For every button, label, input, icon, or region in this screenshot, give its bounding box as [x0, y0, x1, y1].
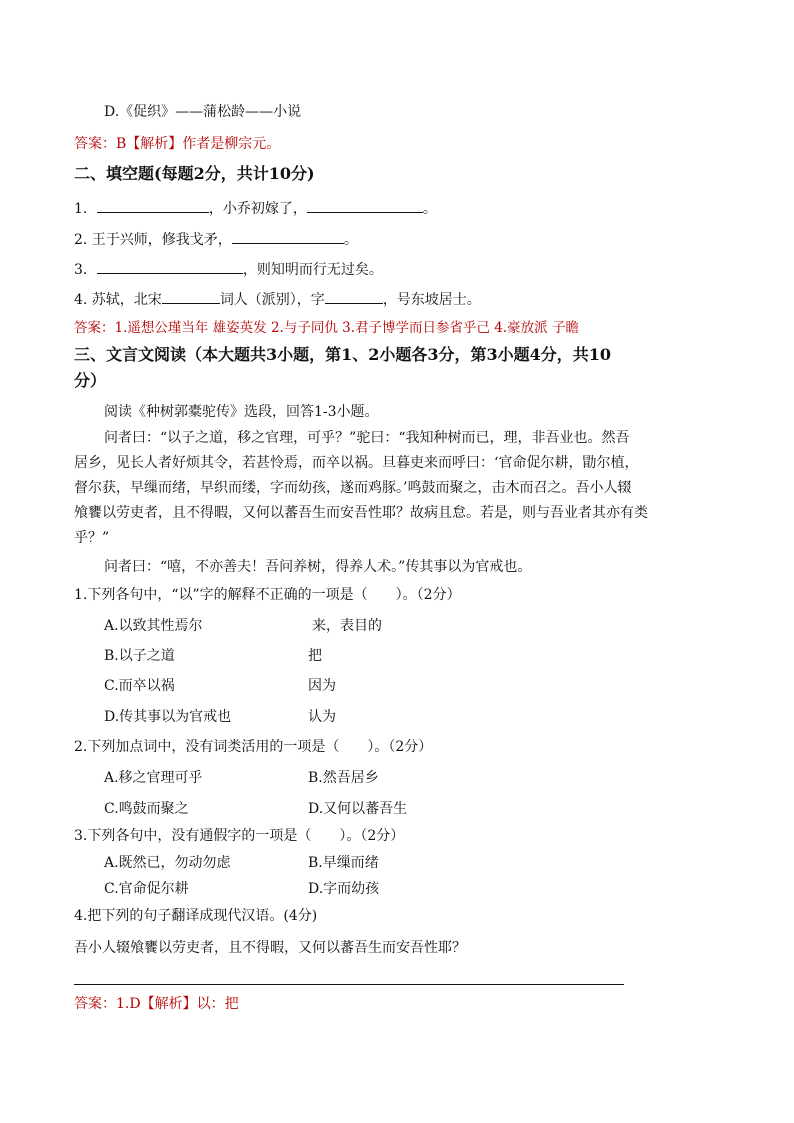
section-3-title-line2: 分） — [74, 371, 107, 390]
answer-fill: 答案：1.遥想公瑾当年 雄姿英发 2.与子同仇 3.君子博学而日参省乎己 4.豪放派 子瞻 — [74, 320, 579, 336]
q1-option-d[interactable]: D.传其事以为官戒也 — [104, 709, 232, 725]
passage-line: 居乡，见长人者好烦其令，若甚怜焉，而卒以祸。旦暮吏来而呼曰：‘官命促尔耕，勖尔植， — [74, 455, 639, 471]
answer-line[interactable] — [74, 984, 624, 985]
q3-option-a[interactable]: A.既然已，勿动勿虑 — [104, 855, 231, 871]
q1-option-c[interactable]: C.而卒以祸 — [104, 678, 175, 694]
answer-blank[interactable] — [232, 228, 344, 244]
q1-option-b[interactable]: B.以子之道 — [104, 648, 175, 664]
passage-line: 乎？” — [74, 530, 110, 546]
q2-option-a[interactable]: A.移之官理可乎 — [104, 770, 203, 786]
q1-option-c-meaning: 因为 — [308, 678, 336, 694]
fill-question-1: 1． ，小乔初嫁了， 。 — [74, 197, 437, 219]
fill-question-3: 3． ，则知明而行无过矣。 — [74, 258, 383, 280]
answer-blank[interactable] — [307, 197, 423, 213]
q3-option-b[interactable]: B.早缫而绪 — [308, 855, 379, 871]
answer-blank[interactable] — [325, 288, 383, 304]
section-3-title-line1: 三、文言文阅读（本大题共3小题，第1、2小题各3分，第3小题4分，共10 — [74, 345, 612, 364]
answer-blank[interactable] — [97, 197, 209, 213]
reading-intro: 阅读《种树郭橐驼传》选段，回答1-3小题。 — [104, 404, 379, 420]
passage-line: 问者曰：“嘻，不亦善夫！吾问养树，得养人术。”传其事以为官戒也。 — [104, 559, 532, 575]
fill-question-2: 2. 王于兴师，修我戈矛， 。 — [74, 228, 358, 250]
q1-option-b-meaning: 把 — [308, 648, 322, 664]
answer-blank[interactable] — [162, 288, 220, 304]
passage-line: 督尔获，早缫而绪，早织而缕，字而幼孩，遂而鸡豚。’鸣鼓而聚之，击木而召之。吾小人辍 — [74, 480, 632, 496]
passage-line: 飧饔以劳吏者，且不得暇，又何以蕃吾生而安吾性耶？故病且怠。若是，则与吾业者其亦有类 — [74, 505, 648, 521]
question-4-stem: 4.把下列的句子翻译成现代汉语。(4分) — [74, 908, 318, 924]
q1-option-d-meaning: 认为 — [308, 709, 336, 725]
q2-option-d[interactable]: D.又何以蕃吾生 — [308, 801, 408, 817]
answer-mc: 答案：B【解析】作者是柳宗元。 — [74, 136, 281, 152]
q2-option-c[interactable]: C.鸣鼓而聚之 — [104, 801, 189, 817]
question-3-stem: 3.下列各句中，没有通假字的一项是（ ）。（2分） — [74, 828, 405, 844]
q1-option-a-meaning: 来，表目的 — [312, 618, 382, 634]
q1-option-a[interactable]: A.以致其性焉尔 — [104, 618, 203, 634]
q2-option-b[interactable]: B.然吾居乡 — [308, 770, 379, 786]
answer-reading: 答案：1.D【解析】以：把 — [74, 996, 239, 1012]
q3-option-c[interactable]: C.官命促尔耕 — [104, 881, 189, 897]
question-2-stem: 2.下列加点词中，没有词类活用的一项是（ ）。（2分） — [74, 739, 433, 755]
section-2-title: 二、填空题(每题2分，共计10分) — [74, 164, 315, 183]
question-1-stem: 1.下列各句中，“以”字的解释不正确的一项是（ ）。（2分） — [74, 587, 461, 603]
fill-question-4: 4. 苏轼，北宋 词人（派别），字 ，号东坡居士。 — [74, 288, 481, 310]
option-d-line: D.《促织》——蒲松龄——小说 — [104, 104, 302, 120]
q3-option-d[interactable]: D.字而幼孩 — [308, 881, 380, 897]
question-4-sentence: 吾小人辍飧饔以劳吏者，且不得暇，又何以蕃吾生而安吾性耶？ — [74, 940, 466, 956]
answer-blank[interactable] — [97, 258, 243, 274]
passage-line: 问者曰：“以子之道，移之官理，可乎？”驼曰：“我知种树而已，理，非吾业也。然吾 — [104, 430, 630, 446]
